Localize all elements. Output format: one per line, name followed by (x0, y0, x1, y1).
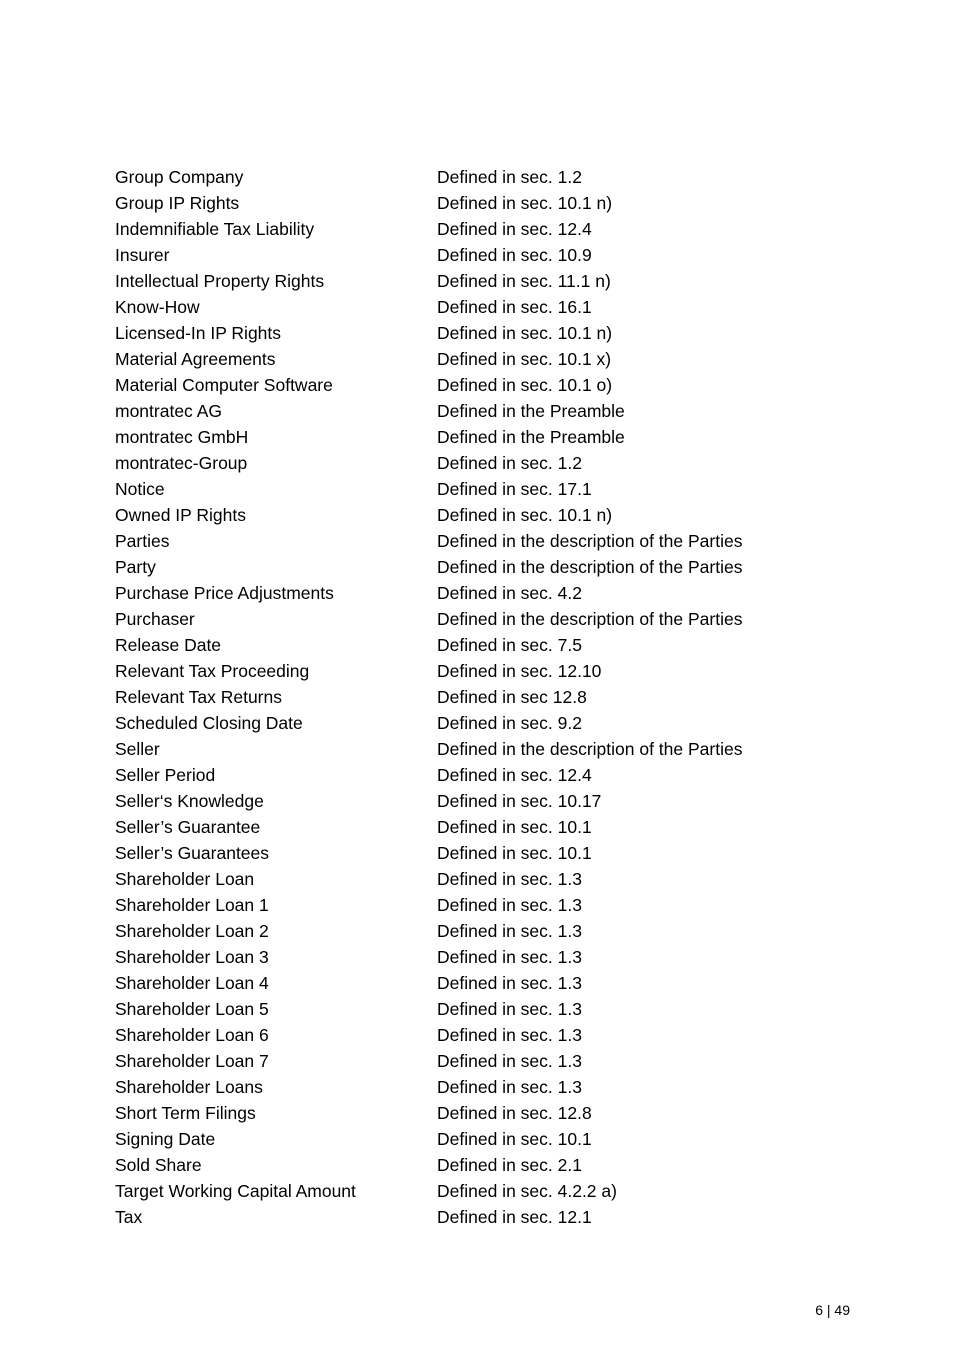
definition-term: Shareholder Loan 3 (115, 947, 269, 967)
definition-term: Shareholder Loan 2 (115, 921, 269, 941)
definition-term: montratec AG (115, 401, 222, 421)
definition-reference: Defined in sec. 16.1 (437, 297, 592, 317)
definition-row (115, 554, 875, 580)
definition-reference: Defined in sec. 17.1 (437, 479, 592, 499)
definition-row (115, 164, 875, 190)
definition-term: Shareholder Loan 4 (115, 973, 269, 993)
definition-term: Relevant Tax Returns (115, 687, 282, 707)
definition-reference: Defined in sec. 1.3 (437, 1025, 582, 1045)
definition-row (115, 528, 875, 554)
definition-row (115, 294, 875, 320)
definition-row (115, 970, 875, 996)
definition-reference: Defined in sec. 12.4 (437, 765, 592, 785)
definition-row (115, 892, 875, 918)
definition-reference: Defined in sec. 12.10 (437, 661, 602, 681)
definition-row (115, 632, 875, 658)
definition-row (115, 372, 875, 398)
definition-row (115, 1178, 875, 1204)
definition-reference: Defined in sec. 2.1 (437, 1155, 582, 1175)
definition-row (115, 736, 875, 762)
definition-row (115, 684, 875, 710)
definition-row (115, 1126, 875, 1152)
definition-term: Shareholder Loan 7 (115, 1051, 269, 1071)
definition-reference: Defined in the Preamble (437, 427, 625, 447)
definition-term: Owned IP Rights (115, 505, 246, 525)
definition-term: Group Company (115, 167, 244, 187)
definition-term: Shareholder Loan 1 (115, 895, 269, 915)
definition-term: Material Agreements (115, 349, 276, 369)
definition-term: Group IP Rights (115, 193, 240, 213)
definition-reference: Defined in the description of the Parties (437, 557, 743, 577)
definition-row (115, 190, 875, 216)
definition-reference: Defined in sec. 7.5 (437, 635, 582, 655)
definition-term: Shareholder Loan 5 (115, 999, 269, 1019)
definition-reference: Defined in sec. 12.4 (437, 219, 592, 239)
definition-term: Shareholder Loan (115, 869, 255, 889)
definition-term: Seller‘s Knowledge (115, 791, 264, 811)
definition-reference: Defined in sec. 10.17 (437, 791, 602, 811)
definition-row (115, 216, 875, 242)
definition-row (115, 944, 875, 970)
definition-row (115, 762, 875, 788)
definition-reference: Defined in sec. 4.2 (437, 583, 582, 603)
definition-row (115, 1022, 875, 1048)
definition-reference: Defined in sec. 10.9 (437, 245, 592, 265)
definition-row (115, 1048, 875, 1074)
definition-row (115, 814, 875, 840)
definition-term: Sold Share (115, 1155, 202, 1175)
definition-reference: Defined in sec. 10.1 n) (437, 323, 613, 343)
definition-row (115, 710, 875, 736)
definition-reference: Defined in sec. 1.3 (437, 921, 582, 941)
definition-reference: Defined in sec. 4.2.2 a) (437, 1181, 617, 1201)
definition-row (115, 398, 875, 424)
definition-reference: Defined in sec. 1.2 (437, 167, 582, 187)
definition-term: Intellectual Property Rights (115, 271, 325, 291)
definition-term: Party (115, 557, 156, 577)
definition-row (115, 268, 875, 294)
definition-row (115, 840, 875, 866)
definition-row (115, 658, 875, 684)
definition-row (115, 1152, 875, 1178)
definition-term: Insurer (115, 245, 170, 265)
definition-row (115, 1204, 875, 1230)
definition-term: Signing Date (115, 1129, 216, 1149)
definition-row (115, 242, 875, 268)
definition-reference: Defined in sec. 1.3 (437, 947, 582, 967)
definition-reference: Defined in sec. 1.3 (437, 1051, 582, 1071)
definition-reference: Defined in sec. 10.1 n) (437, 193, 613, 213)
definitions-table (115, 164, 875, 1230)
definition-term: Licensed-In IP Rights (115, 323, 282, 343)
definition-term: montratec-Group (115, 453, 248, 473)
definition-term: Seller Period (115, 765, 216, 785)
definition-reference: Defined in the description of the Parties (437, 531, 743, 551)
definition-reference: Defined in sec. 9.2 (437, 713, 582, 733)
definition-term: Indemnifiable Tax Liability (115, 219, 315, 239)
definition-term: Tax (115, 1207, 143, 1227)
definition-term: Purchaser (115, 609, 195, 629)
definition-row (115, 346, 875, 372)
page-number: 6 | 49 (815, 1302, 850, 1318)
definition-row (115, 918, 875, 944)
definition-term: Short Term Filings (115, 1103, 256, 1123)
definition-row (115, 502, 875, 528)
definition-reference: Defined in sec. 10.1 (437, 817, 592, 837)
definition-row (115, 580, 875, 606)
definition-reference: Defined in sec. 1.3 (437, 1077, 582, 1097)
definition-term: Purchase Price Adjustments (115, 583, 334, 603)
definition-row (115, 424, 875, 450)
definition-term: Parties (115, 531, 170, 551)
definition-reference: Defined in sec. 12.1 (437, 1207, 592, 1227)
definition-term: Scheduled Closing Date (115, 713, 303, 733)
definition-term: Relevant Tax Proceeding (115, 661, 310, 681)
definition-reference: Defined in sec. 1.2 (437, 453, 582, 473)
definition-term: Seller’s Guarantee (115, 817, 261, 837)
definition-reference: Defined in sec. 1.3 (437, 973, 582, 993)
definition-term: Notice (115, 479, 165, 499)
definition-row (115, 476, 875, 502)
definition-reference: Defined in the description of the Parties (437, 739, 743, 759)
definition-term: Shareholder Loan 6 (115, 1025, 269, 1045)
definition-row (115, 450, 875, 476)
definition-reference: Defined in sec. 10.1 (437, 843, 592, 863)
definition-reference: Defined in sec. 10.1 n) (437, 505, 613, 525)
definition-term: Target Working Capital Amount (115, 1181, 356, 1201)
definition-row (115, 1100, 875, 1126)
definition-row (115, 866, 875, 892)
definition-reference: Defined in sec. 10.1 o) (437, 375, 613, 395)
definition-term: Seller (115, 739, 160, 759)
definition-reference: Defined in sec. 10.1 (437, 1129, 592, 1149)
definition-term: Material Computer Software (115, 375, 333, 395)
definition-row (115, 606, 875, 632)
definition-row (115, 788, 875, 814)
definition-reference: Defined in sec. 1.3 (437, 999, 582, 1019)
definition-row (115, 1074, 875, 1100)
definition-row (115, 320, 875, 346)
definition-reference: Defined in sec. 1.3 (437, 895, 582, 915)
definition-reference: Defined in the Preamble (437, 401, 625, 421)
definition-reference: Defined in sec. 10.1 x) (437, 349, 612, 369)
definition-term: Release Date (115, 635, 222, 655)
definition-term: montratec GmbH (115, 427, 249, 447)
definition-term: Seller’s Guarantees (115, 843, 270, 863)
definition-reference: Defined in sec 12.8 (437, 687, 587, 707)
definition-reference: Defined in sec. 12.8 (437, 1103, 592, 1123)
definition-term: Know-How (115, 297, 200, 317)
definition-reference: Defined in the description of the Parties (437, 609, 743, 629)
definition-reference: Defined in sec. 11.1 n) (437, 271, 611, 291)
definition-row (115, 996, 875, 1022)
definition-term: Shareholder Loans (115, 1077, 263, 1097)
definition-reference: Defined in sec. 1.3 (437, 869, 582, 889)
